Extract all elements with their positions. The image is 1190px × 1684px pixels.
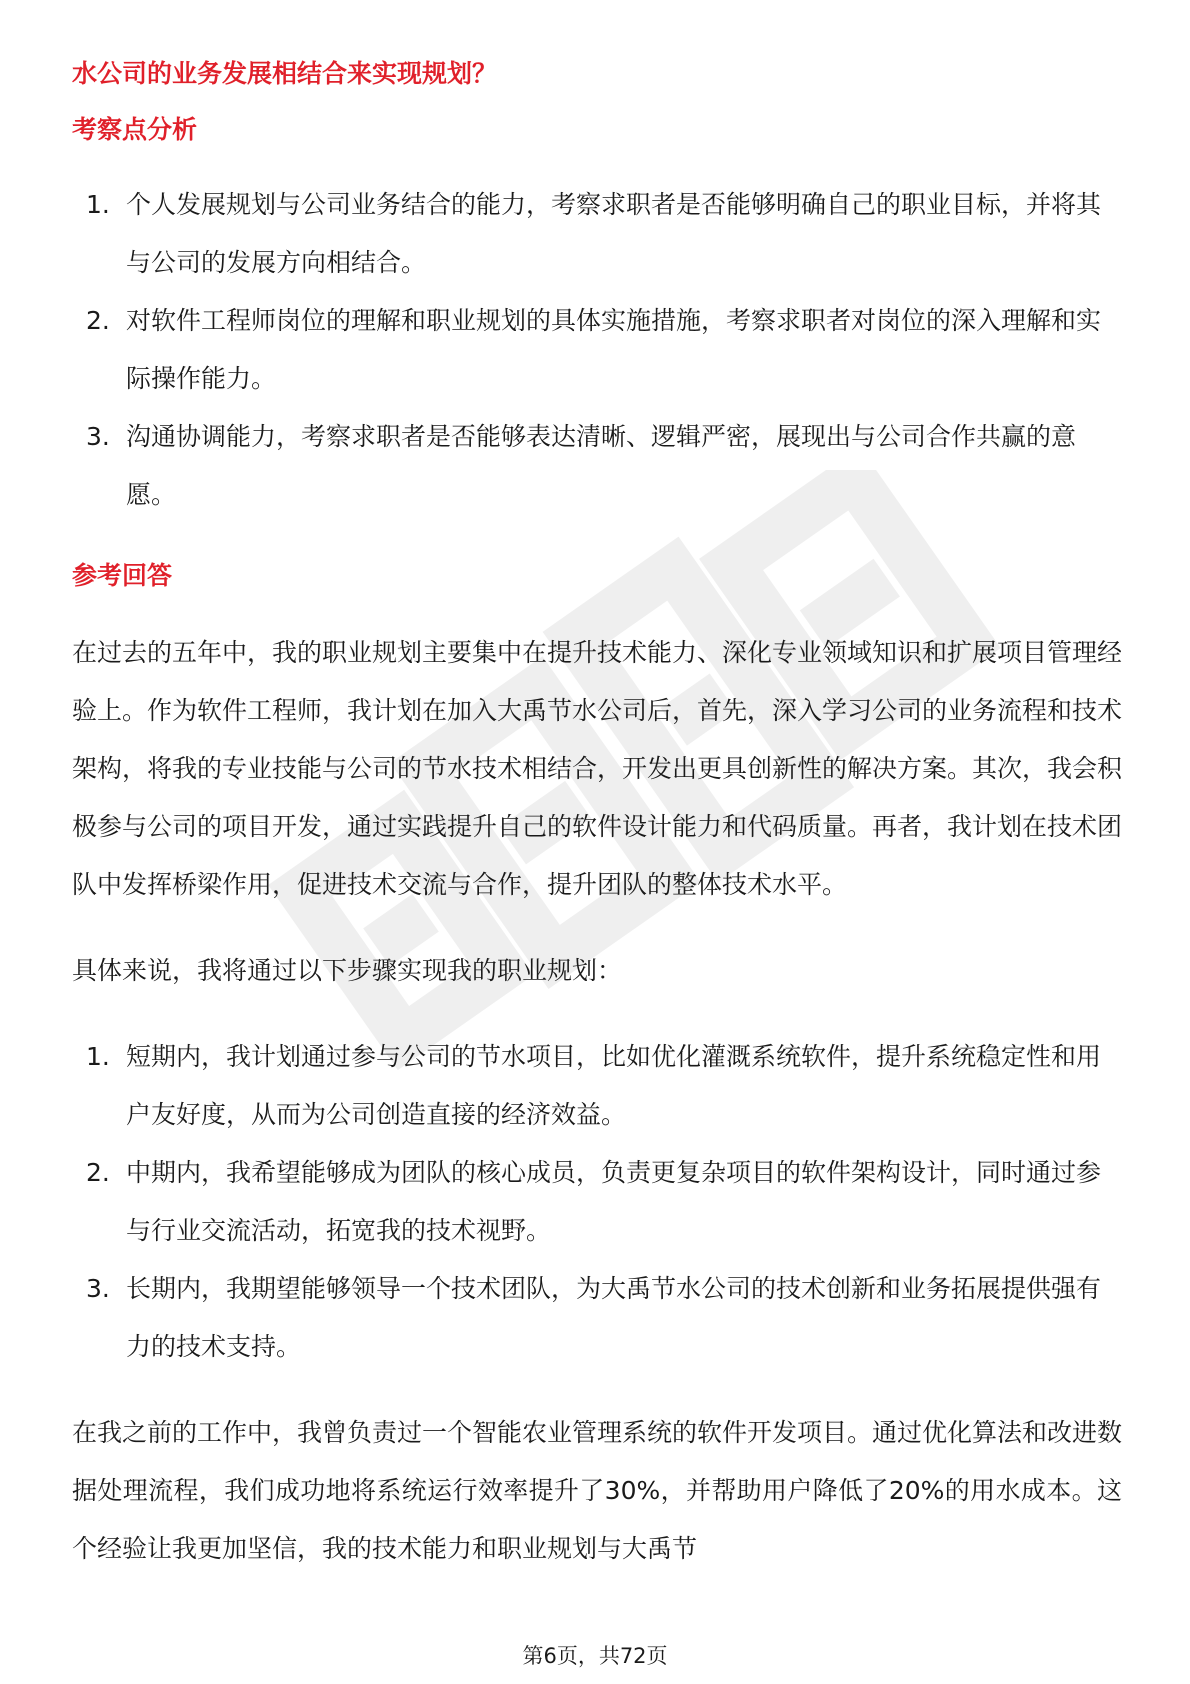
list-item-number: 3. — [86, 422, 110, 451]
list-item-number: 3. — [86, 1274, 110, 1303]
question-heading: 水公司的业务发展相结合来实现规划？ — [72, 59, 498, 88]
list-item — [72, 292, 1122, 408]
answer-paragraph: 在过去的五年中，我的职业规划主要集中在提升技术能力、深化专业领域知识和扩展项目管理经验上。作为软件工程师，我计划在加入大禹节水公司后，首先，深入学习公司的业务流程和技术架构，将我的专业技能与公司的节水技术相结合，开发出更具创新性的解决方案。其次，我会积极参与公司的项目开发，通过实践提升自己的软件设计能力和代码质量。再者，我计划在技术团队中发挥桥梁作用，促进技术交流与合作，提升团队的整体技术水平。 — [72, 638, 1123, 899]
answer-paragraph: 在我之前的工作中，我曾负责过一个智能农业管理系统的软件开发项目。通过优化算法和改进数据处理流程，我们成功地将系统运行效率提升了30%，并帮助用户降低了20%的用水成本。这个经验让我更加坚信，我的技术能力和职业规划与大禹节 — [72, 1418, 1123, 1563]
list-item — [72, 1260, 1122, 1376]
list-item — [72, 408, 1122, 524]
answer-paragraph: 具体来说，我将通过以下步骤实现我的职业规划： — [72, 956, 623, 985]
list-item-text: 短期内，我计划通过参与公司的节水项目，比如优化灌溉系统软件，提升系统稳定性和用户友好度，从而为公司创造直接的经济效益。 — [126, 1042, 1102, 1129]
list-item-text: 中期内，我希望能够成为团队的核心成员，负责更复杂项目的软件架构设计，同时通过参与行业交流活动，拓宽我的技术视野。 — [126, 1158, 1102, 1245]
answer-section-title: 参考回答 — [72, 561, 173, 590]
list-item — [72, 1028, 1122, 1144]
list-item — [72, 176, 1122, 292]
list-item-text: 对软件工程师岗位的理解和职业规划的具体实施措施，考察求职者对岗位的深入理解和实际操作能力。 — [126, 306, 1102, 393]
list-item-number: 2. — [86, 306, 110, 335]
list-item-number: 2. — [86, 1158, 110, 1187]
list-item-text: 个人发展规划与公司业务结合的能力，考察求职者是否能够明确自己的职业目标，并将其与公司的发展方向相结合。 — [126, 190, 1102, 277]
document-content — [72, 56, 1122, 1578]
analysis-list — [72, 176, 1122, 524]
page-number: 第6页，共72页 — [522, 1644, 668, 1668]
analysis-section-title: 考察点分析 — [72, 115, 198, 144]
list-item-number: 1. — [86, 190, 110, 219]
list-item-text: 沟通协调能力，考察求职者是否能够表达清晰、逻辑严密，展现出与公司合作共赢的意愿。 — [126, 422, 1077, 509]
steps-list — [72, 1028, 1122, 1376]
list-item-text: 长期内，我期望能够领导一个技术团队，为大禹节水公司的技术创新和业务拓展提供强有力的技术支持。 — [126, 1274, 1102, 1361]
list-item-number: 1. — [86, 1042, 110, 1071]
list-item — [72, 1144, 1122, 1260]
